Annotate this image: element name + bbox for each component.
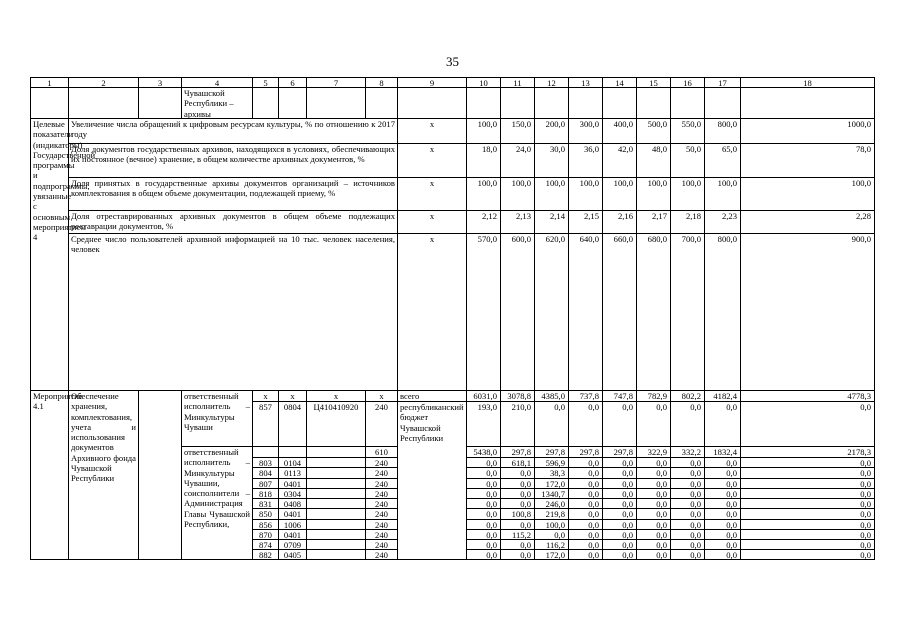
event-value: 0,0 xyxy=(740,457,875,467)
event-value: 0,0 xyxy=(704,478,740,488)
event-value: 0,0 xyxy=(534,529,568,539)
indicator-value: 100,0 xyxy=(466,177,500,210)
code-c6: 0408 xyxy=(278,498,306,508)
event-value: 172,0 xyxy=(534,549,568,559)
header-col: 7 xyxy=(306,77,365,87)
empty-cell xyxy=(602,87,636,118)
indicator-text: Доля документов государственных архивов, находящихся в условиях, обеспечивающих их постоянное (вечное) хранение, в общем количестве архивных документов, % xyxy=(68,143,397,177)
empty-cell xyxy=(252,87,278,118)
event-value: 0,0 xyxy=(636,478,670,488)
code-c6: 0113 xyxy=(278,467,306,477)
event-value: 0,0 xyxy=(704,457,740,467)
event-value: 0,0 xyxy=(500,488,534,498)
event-value: 0,0 xyxy=(466,488,500,498)
event-value: 0,0 xyxy=(670,539,704,549)
indicator-value: 100,0 xyxy=(568,177,602,210)
event-value: 0,0 xyxy=(602,498,636,508)
event-value: 0,0 xyxy=(568,508,602,518)
event-value: 219,8 xyxy=(534,508,568,518)
indicator-value: 30,0 xyxy=(534,143,568,177)
event-value: 0,0 xyxy=(602,401,636,446)
indicator-value: 2,17 xyxy=(636,210,670,233)
event-value: 0,0 xyxy=(602,457,636,467)
code-c5: 870 xyxy=(252,529,278,539)
indicator-value: 800,0 xyxy=(704,118,740,143)
empty-cell xyxy=(397,87,466,118)
x-mark: x xyxy=(306,390,365,401)
event-value: 0,0 xyxy=(636,539,670,549)
event-value: 4182,4 xyxy=(704,390,740,401)
code-c5: 882 xyxy=(252,549,278,559)
code-c5: 818 xyxy=(252,488,278,498)
indicator-value: 150,0 xyxy=(500,118,534,143)
event-value: 0,0 xyxy=(670,519,704,529)
code-c7: Ц410410920 xyxy=(306,401,365,446)
event-value: 172,0 xyxy=(534,478,568,488)
event-value: 0,0 xyxy=(670,401,704,446)
event-value: 0,0 xyxy=(568,401,602,446)
event-value: 297,8 xyxy=(500,446,534,457)
header-col: 16 xyxy=(670,77,704,87)
event-value: 0,0 xyxy=(740,498,875,508)
empty-cell xyxy=(466,87,500,118)
event-value: 0,0 xyxy=(636,529,670,539)
event-value: 802,2 xyxy=(670,390,704,401)
indicator-value: 640,0 xyxy=(568,233,602,390)
code-c7 xyxy=(306,446,365,457)
event-value: 38,3 xyxy=(534,467,568,477)
event-value: 0,0 xyxy=(670,508,704,518)
event-value: 0,0 xyxy=(568,498,602,508)
event-value: 596,9 xyxy=(534,457,568,467)
code-c8: 240 xyxy=(365,488,397,498)
event-value: 0,0 xyxy=(602,488,636,498)
code-c5: 804 xyxy=(252,467,278,477)
code-c6: 0804 xyxy=(278,401,306,446)
code-c6 xyxy=(278,446,306,457)
header-col: 9 xyxy=(397,77,466,87)
code-c7 xyxy=(306,529,365,539)
indicator-value: 100,0 xyxy=(704,177,740,210)
indicator-value: 660,0 xyxy=(602,233,636,390)
event-resp1: ответственный исполнитель – Минкультуры Чуваши xyxy=(181,390,252,446)
event-value: 0,0 xyxy=(704,498,740,508)
event-value: 1340,7 xyxy=(534,488,568,498)
indicator-value: 100,0 xyxy=(602,177,636,210)
event-value: 297,8 xyxy=(568,446,602,457)
event-resp2: ответственный исполнитель – Минкультуры Чувашии, соисполнители – Администрация Главы Чувашской Республики, xyxy=(181,446,252,560)
x-mark: x xyxy=(252,390,278,401)
header-col: 11 xyxy=(500,77,534,87)
event-value: 0,0 xyxy=(568,457,602,467)
indicator-text: Доля принятых в государственные архивы документов организаций – источников комплектования в общем объеме документации, подлежащей приему, % xyxy=(68,177,397,210)
event-value: 0,0 xyxy=(670,498,704,508)
empty-cell xyxy=(500,87,534,118)
event-value: 0,0 xyxy=(602,529,636,539)
header-col: 14 xyxy=(602,77,636,87)
budget-table xyxy=(30,77,875,577)
header-col: 6 xyxy=(278,77,306,87)
code-c8: 240 xyxy=(365,549,397,559)
indicator-value: 48,0 xyxy=(636,143,670,177)
code-c5: 831 xyxy=(252,498,278,508)
event-label: Мероприятие 4.1 xyxy=(30,390,68,560)
code-c6: 0401 xyxy=(278,508,306,518)
empty-cell xyxy=(568,87,602,118)
event-value: 0,0 xyxy=(636,508,670,518)
indicator-value: 2,14 xyxy=(534,210,568,233)
header-col: 18 xyxy=(740,77,875,87)
indicator-value: 2,16 xyxy=(602,210,636,233)
event-value: 0,0 xyxy=(602,478,636,488)
event-value: 0,0 xyxy=(636,549,670,559)
src-total: всего xyxy=(397,390,466,401)
indicator-mark: x xyxy=(397,143,466,177)
event-value: 0,0 xyxy=(500,519,534,529)
event-value: 0,0 xyxy=(466,519,500,529)
event-value: 747,8 xyxy=(602,390,636,401)
event-value: 0,0 xyxy=(704,401,740,446)
event-value: 0,0 xyxy=(466,457,500,467)
indicator-value: 620,0 xyxy=(534,233,568,390)
indicator-value: 100,0 xyxy=(740,177,875,210)
event-value: 0,0 xyxy=(568,529,602,539)
code-c7 xyxy=(306,478,365,488)
indicator-value: 2,13 xyxy=(500,210,534,233)
event-value: 0,0 xyxy=(670,529,704,539)
event-value: 0,0 xyxy=(704,529,740,539)
event-value: 0,0 xyxy=(740,401,875,446)
event-name: Обеспечение хранения, комплектования, учета и использования документов Архивного фонда Чувашской Республики xyxy=(68,390,138,560)
event-value: 0,0 xyxy=(704,508,740,518)
header-col: 13 xyxy=(568,77,602,87)
code-c8: 240 xyxy=(365,519,397,529)
event-value: 0,0 xyxy=(602,539,636,549)
event-value: 0,0 xyxy=(466,478,500,488)
event-value: 0,0 xyxy=(740,539,875,549)
event-value: 115,2 xyxy=(500,529,534,539)
empty-cell xyxy=(30,87,68,118)
event-value: 0,0 xyxy=(636,498,670,508)
indicator-value: 2,23 xyxy=(704,210,740,233)
event-value: 100,0 xyxy=(534,519,568,529)
code-c6: 0401 xyxy=(278,478,306,488)
event-value: 1832,4 xyxy=(704,446,740,457)
event-value: 0,0 xyxy=(500,478,534,488)
code-c8: 240 xyxy=(365,457,397,467)
header-col: 12 xyxy=(534,77,568,87)
empty-cell xyxy=(534,87,568,118)
indicator-value: 900,0 xyxy=(740,233,875,390)
header-col: 2 xyxy=(68,77,138,87)
code-c5: 874 xyxy=(252,539,278,549)
event-value: 0,0 xyxy=(704,539,740,549)
code-c7 xyxy=(306,549,365,559)
event-value: 0,0 xyxy=(740,508,875,518)
event-value: 0,0 xyxy=(602,467,636,477)
code-c7 xyxy=(306,457,365,467)
indicator-value: 700,0 xyxy=(670,233,704,390)
event-value: 0,0 xyxy=(670,457,704,467)
event-value: 0,0 xyxy=(670,549,704,559)
event-value: 0,0 xyxy=(466,508,500,518)
indicator-mark: x xyxy=(397,118,466,143)
event-value: 0,0 xyxy=(466,529,500,539)
indicator-mark: x xyxy=(397,233,466,390)
code-c8: 240 xyxy=(365,478,397,488)
indicator-value: 65,0 xyxy=(704,143,740,177)
event-value: 0,0 xyxy=(602,549,636,559)
indicator-text: Доля отреставрированных архивных документов в общем объеме подлежащих реставрации документов, % xyxy=(68,210,397,233)
event-value: 0,0 xyxy=(704,488,740,498)
indicator-value: 680,0 xyxy=(636,233,670,390)
indicator-value: 100,0 xyxy=(466,118,500,143)
event-value: 737,8 xyxy=(568,390,602,401)
indicator-value: 2,28 xyxy=(740,210,875,233)
event-value: 0,0 xyxy=(740,488,875,498)
code-c7 xyxy=(306,488,365,498)
event-value: 0,0 xyxy=(704,549,740,559)
event-value: 246,0 xyxy=(534,498,568,508)
code-c8: 240 xyxy=(365,529,397,539)
event-value: 0,0 xyxy=(670,488,704,498)
event-value: 0,0 xyxy=(534,401,568,446)
event-value: 116,2 xyxy=(534,539,568,549)
indicator-value: 18,0 xyxy=(466,143,500,177)
code-c7 xyxy=(306,498,365,508)
indicator-value: 100,0 xyxy=(670,177,704,210)
indicator-value: 1000,0 xyxy=(740,118,875,143)
event-value: 0,0 xyxy=(704,467,740,477)
indicator-value: 24,0 xyxy=(500,143,534,177)
indicator-value: 200,0 xyxy=(534,118,568,143)
header-col: 17 xyxy=(704,77,740,87)
event-value: 0,0 xyxy=(500,467,534,477)
event-value: 0,0 xyxy=(568,549,602,559)
indicator-value: 50,0 xyxy=(670,143,704,177)
event-value: 0,0 xyxy=(636,488,670,498)
event-value: 0,0 xyxy=(568,467,602,477)
indicator-value: 300,0 xyxy=(568,118,602,143)
indicator-value: 100,0 xyxy=(534,177,568,210)
x-mark: x xyxy=(278,390,306,401)
indicator-mark: x xyxy=(397,177,466,210)
indicator-text: Среднее число пользователей архивной информацией на 10 тыс. человек населения, человек xyxy=(68,233,397,390)
indicator-value: 2,12 xyxy=(466,210,500,233)
code-c8: 240 xyxy=(365,401,397,446)
indicator-value: 500,0 xyxy=(636,118,670,143)
code-c5 xyxy=(252,446,278,457)
empty-cell xyxy=(278,87,306,118)
header-col: 8 xyxy=(365,77,397,87)
event-value: 5438,0 xyxy=(466,446,500,457)
event-value: 0,0 xyxy=(740,549,875,559)
event-value: 0,0 xyxy=(568,519,602,529)
indicator-value: 36,0 xyxy=(568,143,602,177)
indicator-value: 2,15 xyxy=(568,210,602,233)
event-value: 0,0 xyxy=(602,508,636,518)
indicator-value: 78,0 xyxy=(740,143,875,177)
event-value: 782,9 xyxy=(636,390,670,401)
src-rep: республиканский бюджет Чувашской Республики xyxy=(397,401,466,560)
event-value: 0,0 xyxy=(568,478,602,488)
code-c7 xyxy=(306,539,365,549)
empty-cell xyxy=(670,87,704,118)
code-c8: 240 xyxy=(365,508,397,518)
event-value: 100,8 xyxy=(500,508,534,518)
code-c8: 240 xyxy=(365,539,397,549)
indicator-value: 400,0 xyxy=(602,118,636,143)
event-value: 0,0 xyxy=(500,539,534,549)
code-c6: 0405 xyxy=(278,549,306,559)
code-c8: 240 xyxy=(365,498,397,508)
code-c5: 807 xyxy=(252,478,278,488)
indicator-value: 600,0 xyxy=(500,233,534,390)
code-c6: 0304 xyxy=(278,488,306,498)
code-c6: 0401 xyxy=(278,529,306,539)
code-c5: 803 xyxy=(252,457,278,467)
event-value: 0,0 xyxy=(636,467,670,477)
indicator-mark: x xyxy=(397,210,466,233)
cont-col4-text: Чувашской Республики – архивы xyxy=(181,87,252,118)
event-value: 0,0 xyxy=(636,519,670,529)
event-value: 0,0 xyxy=(670,478,704,488)
empty-cell xyxy=(68,87,138,118)
empty-cell xyxy=(138,390,181,560)
code-c6: 1006 xyxy=(278,519,306,529)
indicator-value: 100,0 xyxy=(500,177,534,210)
event-value: 210,0 xyxy=(500,401,534,446)
event-value: 0,0 xyxy=(670,467,704,477)
code-c6: 0104 xyxy=(278,457,306,467)
event-value: 0,0 xyxy=(466,539,500,549)
event-value: 0,0 xyxy=(466,498,500,508)
indicator-value: 2,18 xyxy=(670,210,704,233)
page-number: 35 xyxy=(446,54,459,69)
event-value: 297,8 xyxy=(602,446,636,457)
event-value: 0,0 xyxy=(466,467,500,477)
event-value: 618,1 xyxy=(500,457,534,467)
event-value: 0,0 xyxy=(568,539,602,549)
event-value: 0,0 xyxy=(740,467,875,477)
code-c7 xyxy=(306,467,365,477)
targets-label: Целевые показатели (индикаторы) Государственной программы и подпрограммы, увязанные с основным мероприятием 4 xyxy=(30,118,68,390)
indicator-text: Увеличение числа обращений к цифровым ресурсам культуры, % по отношению к 2017 году xyxy=(68,118,397,143)
empty-cell xyxy=(740,87,875,118)
code-c5: 850 xyxy=(252,508,278,518)
code-c8: 240 xyxy=(365,467,397,477)
event-value: 3078,8 xyxy=(500,390,534,401)
x-mark: x xyxy=(365,390,397,401)
event-value: 0,0 xyxy=(636,401,670,446)
empty-cell xyxy=(306,87,365,118)
event-value: 0,0 xyxy=(704,519,740,529)
code-c5: 857 xyxy=(252,401,278,446)
code-c7 xyxy=(306,508,365,518)
event-value: 0,0 xyxy=(568,488,602,498)
event-value: 4385,0 xyxy=(534,390,568,401)
event-value: 322,9 xyxy=(636,446,670,457)
code-c5: 856 xyxy=(252,519,278,529)
header-col: 3 xyxy=(138,77,181,87)
indicator-value: 800,0 xyxy=(704,233,740,390)
event-value: 0,0 xyxy=(500,498,534,508)
empty-cell xyxy=(636,87,670,118)
indicator-value: 100,0 xyxy=(636,177,670,210)
event-value: 4778,3 xyxy=(740,390,875,401)
event-value: 0,0 xyxy=(466,549,500,559)
indicator-value: 550,0 xyxy=(670,118,704,143)
event-value: 2178,3 xyxy=(740,446,875,457)
event-value: 0,0 xyxy=(740,529,875,539)
event-value: 0,0 xyxy=(740,478,875,488)
header-col: 10 xyxy=(466,77,500,87)
code-c6: 0709 xyxy=(278,539,306,549)
empty-cell xyxy=(704,87,740,118)
event-value: 332,2 xyxy=(670,446,704,457)
code-c8: 610 xyxy=(365,446,397,457)
event-value: 193,0 xyxy=(466,401,500,446)
header-col: 4 xyxy=(181,77,252,87)
event-value: 0,0 xyxy=(602,519,636,529)
event-value: 6031,0 xyxy=(466,390,500,401)
indicator-value: 42,0 xyxy=(602,143,636,177)
event-value: 0,0 xyxy=(636,457,670,467)
header-col: 1 xyxy=(30,77,68,87)
indicator-value: 570,0 xyxy=(466,233,500,390)
header-col: 15 xyxy=(636,77,670,87)
code-c7 xyxy=(306,519,365,529)
header-col: 5 xyxy=(252,77,278,87)
empty-cell xyxy=(138,87,181,118)
event-value: 0,0 xyxy=(500,549,534,559)
empty-cell xyxy=(365,87,397,118)
event-value: 0,0 xyxy=(740,519,875,529)
event-value: 297,8 xyxy=(534,446,568,457)
